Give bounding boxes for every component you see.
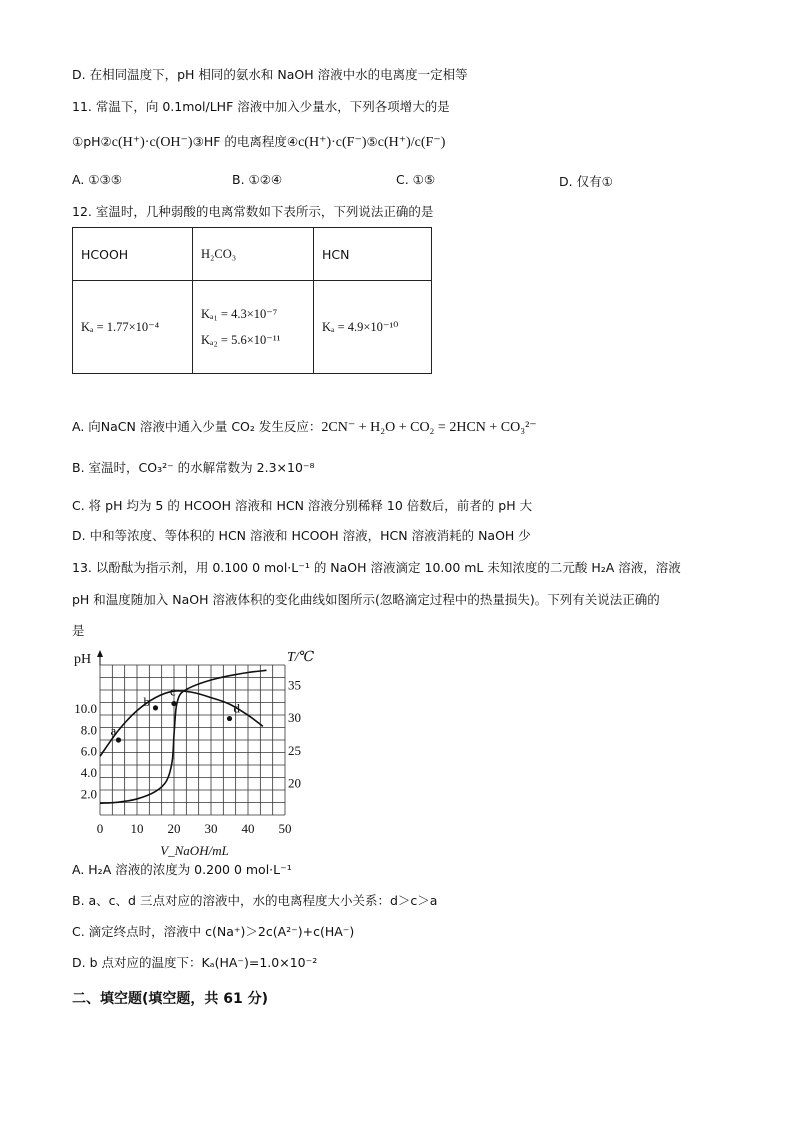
q11-option-c: C. ①⑤	[396, 172, 436, 187]
q13-option-c: C. 滴定终点时，溶液中 c(Na⁺)＞2c(A²⁻)+c(HA⁻)	[72, 924, 355, 939]
q13-option-d: D. b 点对应的温度下：Kₐ(HA⁻)=1.0×10⁻²	[72, 955, 318, 970]
x-tick-label: 10	[130, 821, 144, 836]
point-a	[116, 737, 121, 742]
q12-option-b: B. 室温时，CO₃²⁻ 的水解常数为 2.3×10⁻⁸	[72, 460, 315, 475]
q13-option-b: B. a、c、d 三点对应的溶液中，水的电离程度大小关系：d＞c＞a	[72, 893, 438, 908]
y-right-tick-label: 35	[288, 677, 301, 693]
q11-item-1: ①pH②	[72, 134, 112, 149]
y-left-tick-label: 8.0	[80, 722, 97, 738]
q10-option-d: D. 在相同温度下，pH 相同的氨水和 NaOH 溶液中水的电离度一定相等	[72, 67, 468, 82]
q13-stem-line-3: 是	[72, 623, 85, 638]
point-b	[153, 705, 158, 710]
q13-stem-line-2: pH 和温度随加入 NaOH 溶液体积的变化曲线如图所示(忽略滴定过程中的热量损失)。下列有关说法正确的	[72, 592, 660, 607]
x-axis-label: V_NaOH/mL	[160, 843, 229, 858]
ka2-value: Kₐ₂ = 5.6×10⁻¹¹	[201, 333, 281, 347]
point-label-d: d	[233, 700, 240, 716]
y-left-axis-label: pH	[74, 652, 92, 667]
point-label-c: c	[170, 683, 176, 699]
q11-items	[72, 134, 445, 151]
q13-option-a: A. H₂A 溶液的浓度为 0.200 0 mol·L⁻¹	[72, 862, 292, 877]
y-left-tick-label: 2.0	[80, 786, 97, 802]
section-heading: 二、填空题(填空题，共 61 分)	[72, 991, 269, 1007]
y-axis-arrow-icon	[97, 650, 103, 657]
q12-option-a	[72, 419, 537, 436]
x-tick-label: 40	[241, 821, 255, 836]
q11-item-5: c(H⁺)/c(F⁻)	[377, 135, 446, 150]
point-c	[171, 701, 176, 706]
x-tick-label: 50	[278, 821, 292, 836]
q11-option-a: A. ①③⑤	[72, 172, 122, 187]
ka1-value: Kₐ₁ = 4.3×10⁻⁷	[201, 307, 278, 321]
y-left-tick-label: 4.0	[80, 765, 97, 781]
x-tick-label: 20	[167, 821, 181, 836]
y-right-tick-label: 25	[288, 742, 301, 758]
ka-table	[72, 227, 432, 374]
q11-stem: 11. 常温下，向 0.1mol/LHF 溶液中加入少量水，下列各项增大的是	[72, 99, 450, 114]
q11-item-4: c(H⁺)·c(F⁻)	[298, 135, 367, 150]
y-left-tick-label: 10.0	[74, 700, 97, 716]
point-label-a: a	[110, 723, 117, 738]
q12-option-d: D. 中和等浓度、等体积的 HCN 溶液和 HCOOH 溶液，HCN 溶液消耗的 NaOH 少	[72, 528, 531, 543]
titration-chart	[72, 640, 332, 860]
q12-stem: 12. 室温时，几种弱酸的电离常数如下表所示，下列说法正确的是	[72, 204, 434, 219]
x-tick-label: 0	[96, 821, 104, 836]
y-left-tick-label: 6.0	[80, 743, 97, 759]
table-cell-ka-h2co3	[193, 281, 314, 374]
table-header-hcn: HCN	[314, 228, 432, 281]
y-right-axis-label: T/℃	[287, 650, 315, 665]
q11-item-2: c(H⁺)·c(OH⁻)	[111, 135, 193, 150]
point-d	[227, 716, 232, 721]
q12-option-c: C. 将 pH 均为 5 的 HCOOH 溶液和 HCN 溶液分别稀释 10 倍数后，前者的 pH 大	[72, 498, 533, 513]
q11-option-d: D. 仅有①	[559, 174, 613, 189]
q12-option-a-equation: 2CN⁻ + H₂O + CO₂ = 2HCN + CO₃²⁻	[321, 420, 537, 435]
point-label-b: b	[143, 693, 150, 709]
table-header-h2co3: H₂CO₃	[193, 228, 314, 281]
x-tick-label: 30	[204, 821, 218, 836]
q12-option-a-text: A. 向NaCN 溶液中通入少量 CO₂ 发生反应：	[72, 419, 322, 434]
q13-stem-line-1: 13. 以酚酞为指示剂，用 0.100 0 mol·L⁻¹ 的 NaOH 溶液滴定 10.00 mL 未知浓度的二元酸 H₂A 溶液，溶液	[72, 560, 681, 575]
q11-item-5-label: ⑤	[366, 134, 378, 149]
table-cell-ka-hcn: Kₐ = 4.9×10⁻¹⁰	[314, 281, 432, 374]
y-right-tick-label: 30	[288, 710, 301, 726]
q11-item-3: ③HF 的电离程度④	[192, 134, 299, 149]
table-cell-ka-hcooh: Kₐ = 1.77×10⁻⁴	[73, 281, 193, 374]
y-right-tick-label: 20	[288, 775, 301, 791]
q11-option-b: B. ①②④	[232, 172, 283, 187]
table-header-hcooh: HCOOH	[73, 228, 193, 281]
